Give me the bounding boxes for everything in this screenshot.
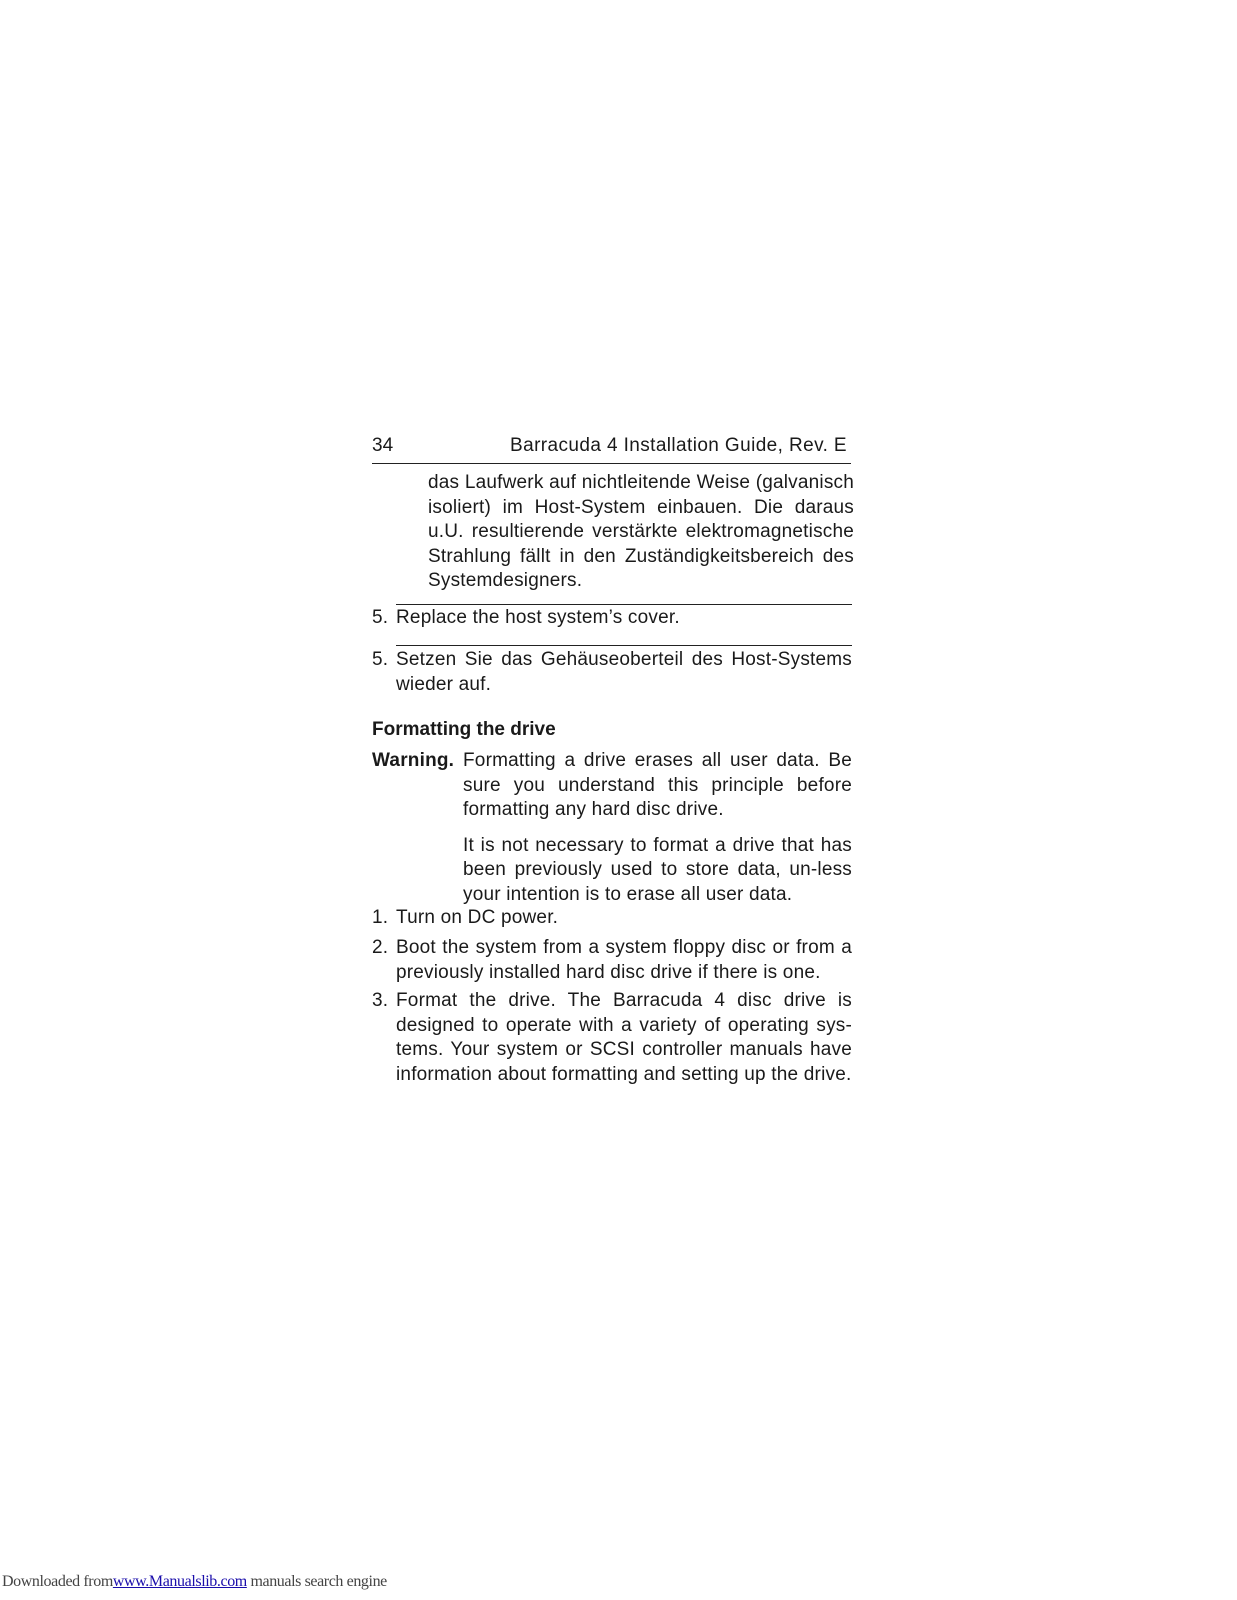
step-number: 2. (372, 937, 389, 958)
warning-label: Warning. (372, 750, 455, 771)
step-text: Replace the host system’s cover. (396, 607, 680, 628)
footer-prefix: Downloaded from (2, 1573, 113, 1590)
step-text: Turn on DC power. (396, 907, 559, 928)
list-item (372, 989, 852, 1087)
list-item (372, 936, 852, 985)
divider-rule (396, 604, 852, 605)
download-footer (2, 1573, 387, 1591)
step-text: Boot the system from a system floppy disc or from a previously installed hard disc drive if there is one. (396, 937, 852, 983)
german-continuation-paragraph: das Laufwerk auf nichtleitende Weise (galvanisch isoliert) im Host-System einbauen. Die daraus u.U. resultierende verstärkte elektromagnetische Strahlung fällt in den Zuständigkeitsbereich des Systemdesigners. (428, 472, 854, 591)
warning-paragraph: It is not necessary to format a drive that has been previously used to store data, un-less your intention is to erase all user data. (463, 834, 852, 905)
step-number: 3. (372, 990, 389, 1011)
warning-block (372, 749, 852, 907)
step-number: 1. (372, 907, 389, 928)
footer-suffix: manuals search engine (246, 1573, 387, 1590)
divider-rule (396, 645, 852, 646)
step-5-german (372, 648, 852, 697)
list-item (372, 906, 852, 931)
page-header (372, 433, 851, 464)
page-number: 34 (372, 435, 394, 456)
running-title: Barracuda 4 Installation Guide, Rev. E (510, 435, 847, 456)
section-heading: Formatting the drive (372, 719, 556, 740)
step-text: Setzen Sie das Gehäuseoberteil des Host-Systems wieder auf. (396, 649, 852, 695)
warning-paragraph: Formatting a drive erases all user data. Be sure you understand this principle before formatting any hard disc drive. (463, 750, 852, 820)
step-number: 5. (372, 649, 389, 670)
step-number: 5. (372, 607, 389, 628)
step-text: Format the drive. The Barracuda 4 disc drive is designed to operate with a variety of operating sys-tems. Your system or SCSI controller manuals have information about formatting and setting up the drive. (396, 990, 852, 1085)
manualslib-link[interactable]: www.Manualslib.com (112, 1573, 247, 1590)
step-5-english (372, 606, 852, 631)
